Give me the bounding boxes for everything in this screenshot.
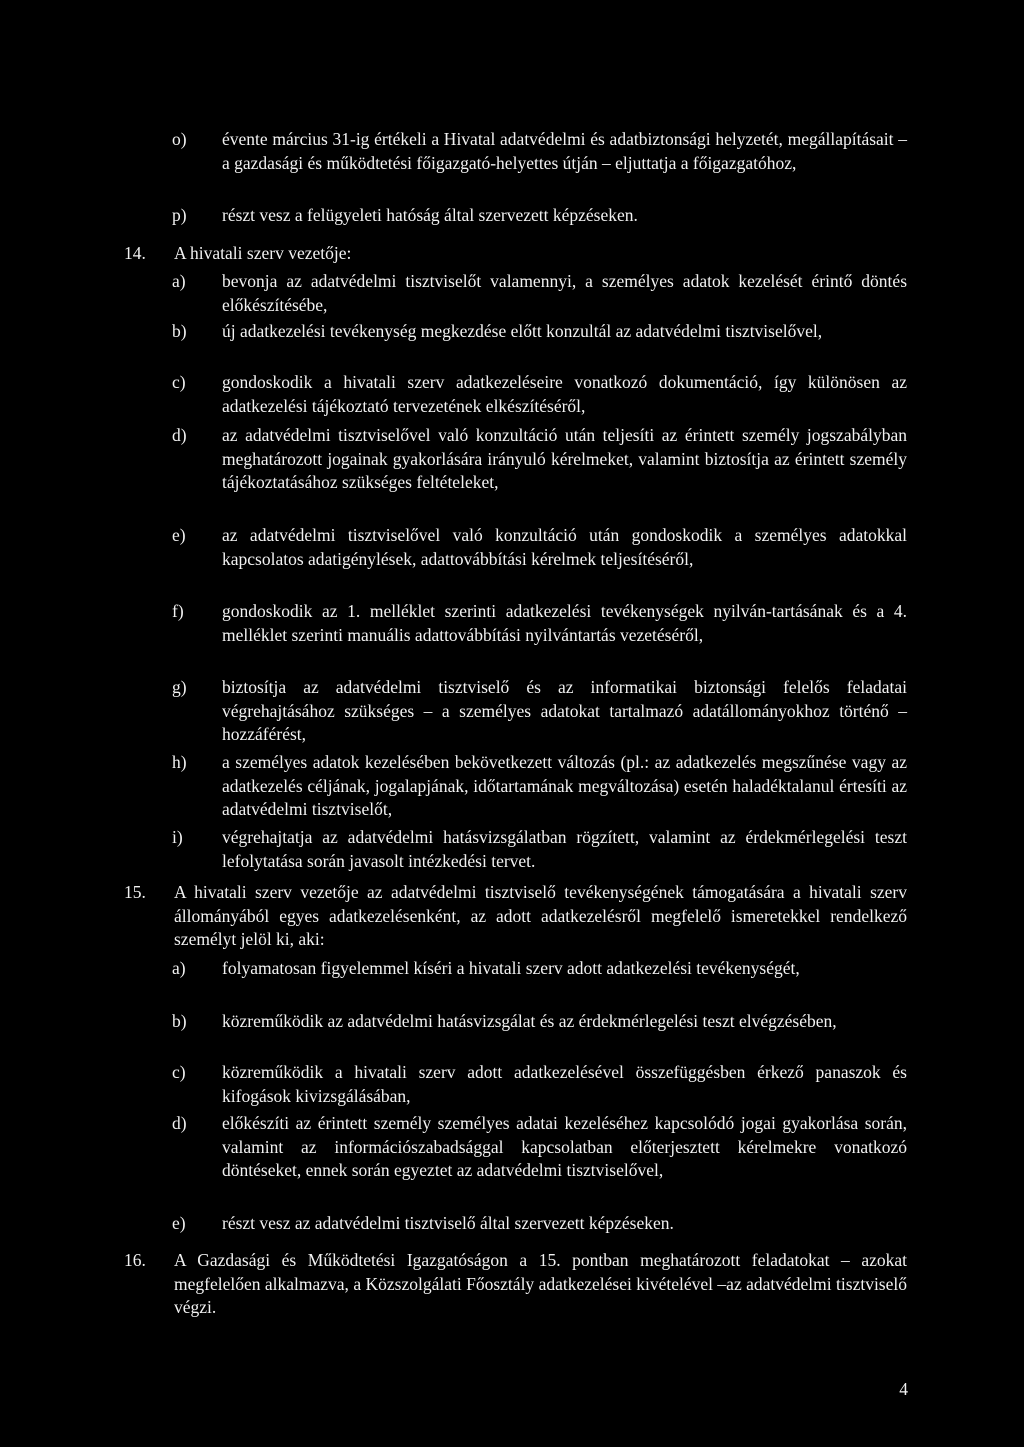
section-text: A hivatali szerv vezetője az adatvédelmi tisztviselő tevékenységének támogatására a hivatali szerv állományából egyes adatkezelésenként, az adott adatkezelésről megfelelő ismeretekkel rendelkező személyt jelöl ki, aki:: [174, 882, 907, 949]
list-item-14-d: [172, 424, 907, 495]
list-item-15-e: [172, 1212, 907, 1236]
list-item-label: d): [172, 425, 187, 445]
list-item-label: p): [172, 205, 187, 225]
section-number: 16.: [124, 1250, 146, 1270]
list-item-label: f): [172, 601, 184, 621]
list-item-p: [172, 204, 907, 228]
list-item-14-c: [172, 371, 907, 418]
list-item-text: folyamatosan figyelemmel kíséri a hivatali szerv adott adatkezelési tevékenységét,: [222, 958, 800, 978]
list-item-o: [172, 128, 907, 175]
list-item-14-h: [172, 751, 907, 822]
list-item-text: az adatvédelmi tisztviselővel való konzultáció után teljesíti az érintett személy jogszabályban meghatározott jogainak gyakorlására irányuló kérelmeket, valamint biztosítja az érintett személy tájékoztatásához szükséges feltételeket,: [222, 425, 907, 492]
list-item-label: o): [172, 129, 187, 149]
list-item-text: részt vesz az adatvédelmi tisztviselő által szervezett képzéseken.: [222, 1213, 674, 1233]
page-number: 4: [899, 1379, 908, 1399]
list-item-15-d: [172, 1112, 907, 1183]
list-item-label: b): [172, 321, 187, 341]
list-item-label: e): [172, 525, 186, 545]
list-item-text: részt vesz a felügyeleti hatóság által szervezett képzéseken.: [222, 205, 638, 225]
section-15: [124, 881, 907, 952]
list-item-label: c): [172, 1062, 186, 1082]
list-item-14-b: [172, 320, 907, 344]
list-item-label: d): [172, 1113, 187, 1133]
list-item-14-a: [172, 270, 907, 317]
section-number: 15.: [124, 882, 146, 902]
list-item-text: gondoskodik a hivatali szerv adatkezeléseire vonatkozó dokumentáció, így különösen az adatkezelési tájékoztató tervezetének elkészítéséről,: [222, 372, 907, 416]
list-item-14-i: [172, 826, 907, 873]
list-item-label: h): [172, 752, 187, 772]
list-item-text: biztosítja az adatvédelmi tisztviselő és az informatikai biztonsági felelős feladatai végrehajtásához szükséges – a személyes adatokat tartalmazó adatállományokhoz történő – hozzáférést,: [222, 677, 907, 744]
list-item-label: g): [172, 677, 187, 697]
section-text: A Gazdasági és Működtetési Igazgatóságon a 15. pontban meghatározott feladatokat – azokat megfelelően alkalmazva, a Közszolgálati Főosztály adatkezelései kivételével –az adatvédelmi tisztviselő végzi.: [174, 1250, 907, 1317]
list-item-text: a személyes adatok kezelésében bekövetkezett változás (pl.: az adatkezelés megszűnése vagy az adatkezelés céljának, jogalapjának, időtartamának megváltozása) esetén haladéktalanul értesíti az adatvédelmi tisztviselőt,: [222, 752, 907, 819]
list-item-label: a): [172, 958, 186, 978]
section-16: [124, 1249, 907, 1320]
list-item-text: bevonja az adatvédelmi tisztviselőt valamennyi, a személyes adatok kezelését érintő döntés előkészítésébe,: [222, 271, 907, 315]
list-item-14-e: [172, 524, 907, 571]
list-item-15-b: [172, 1010, 907, 1034]
section-number: 14.: [124, 243, 146, 263]
list-item-text: közreműködik a hivatali szerv adott adatkezelésével összefüggésben érkező panaszok és kifogások kivizsgálásában,: [222, 1062, 907, 1106]
list-item-text: végrehajtatja az adatvédelmi hatásvizsgálatban rögzített, valamint az érdekmérlegelési teszt lefolytatása során javasolt intézkedési tervet.: [222, 827, 907, 871]
list-item-text: előkészíti az érintett személy személyes adatai kezeléséhez kapcsolódó jogai gyakorlása során, valamint az információszabadsággal kapcsolatban előterjesztett kérelmekre vonatkozó döntéseket, ennek során egyeztet az adatvédelmi tisztviselővel,: [222, 1113, 907, 1180]
list-item-text: gondoskodik az 1. melléklet szerinti adatkezelési tevékenységek nyilván-tartásának és a 4. melléklet szerinti manuális adattovábbítási nyilvántartás vezetéséről,: [222, 601, 907, 645]
list-item-text: új adatkezelési tevékenység megkezdése előtt konzultál az adatvédelmi tisztviselővel,: [222, 321, 823, 341]
list-item-label: c): [172, 372, 186, 392]
list-item-label: e): [172, 1213, 186, 1233]
list-item-label: b): [172, 1011, 187, 1031]
list-item-14-f: [172, 600, 907, 647]
list-item-14-g: [172, 676, 907, 747]
list-item-text: évente március 31-ig értékeli a Hivatal adatvédelmi és adatbiztonsági helyzetét, megállapításait – a gazdasági és működtetési főigazgató-helyettes útján – eljuttatja a főigazgatóhoz,: [222, 129, 907, 173]
list-item-text: közreműködik az adatvédelmi hatásvizsgálat és az érdekmérlegelési teszt elvégzésében,: [222, 1011, 837, 1031]
list-item-text: az adatvédelmi tisztviselővel való konzultáció után gondoskodik a személyes adatokkal kapcsolatos adatigénylések, adattovábbítási kérelmek teljesítéséről,: [222, 525, 907, 569]
section-14: [124, 242, 907, 266]
list-item-15-a: [172, 957, 907, 981]
list-item-label: a): [172, 271, 186, 291]
list-item-label: i): [172, 827, 183, 847]
list-item-15-c: [172, 1061, 907, 1108]
section-text: A hivatali szerv vezetője:: [174, 243, 352, 263]
